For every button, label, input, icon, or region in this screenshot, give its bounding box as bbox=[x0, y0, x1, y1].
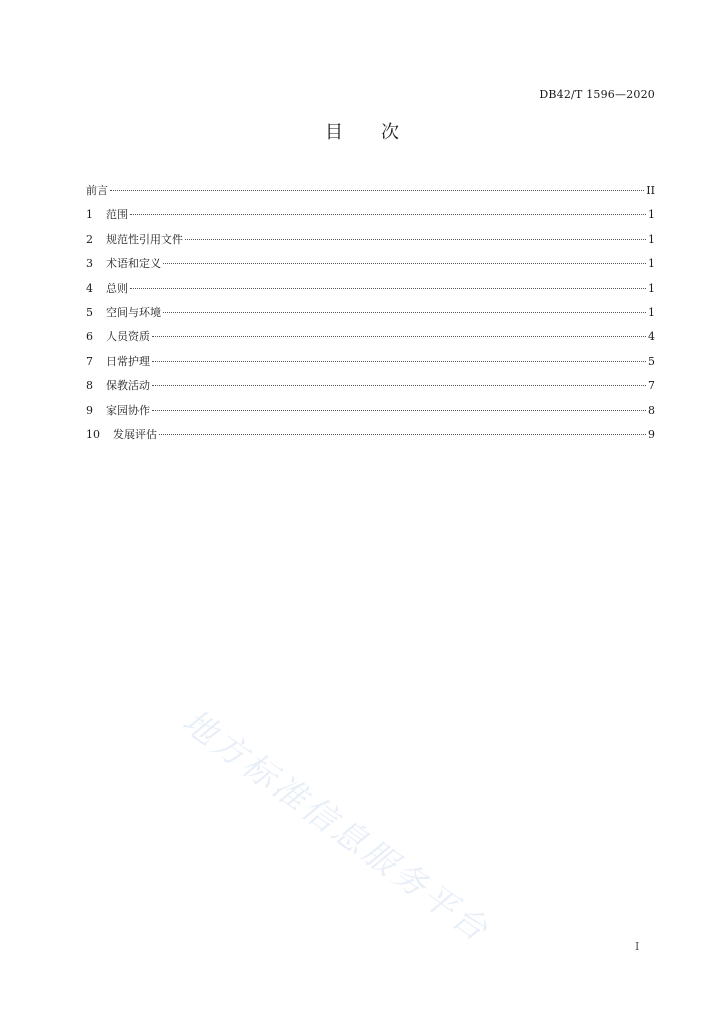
toc-entry-label: 空间与环境 bbox=[106, 305, 161, 319]
toc-entry-8[interactable] bbox=[86, 375, 655, 399]
toc-entry-number: 3 bbox=[86, 257, 93, 271]
toc-leader-dots bbox=[163, 312, 646, 313]
toc-entry-2[interactable] bbox=[86, 229, 655, 253]
document-code: DB42/T 1596—2020 bbox=[539, 88, 655, 101]
toc-entry-label: 人员资质 bbox=[106, 330, 150, 344]
toc-leader-dots bbox=[110, 190, 644, 191]
toc-entry-label: 家园协作 bbox=[106, 403, 150, 417]
toc-title bbox=[0, 118, 724, 144]
toc-entry-3[interactable] bbox=[86, 253, 655, 277]
toc-entry-number: 5 bbox=[86, 305, 93, 319]
toc-entry-6[interactable] bbox=[86, 326, 655, 350]
toc-entry-foreword[interactable] bbox=[86, 180, 655, 204]
toc-leader-dots bbox=[163, 263, 646, 264]
toc-entry-page: 5 bbox=[648, 354, 655, 368]
toc-leader-dots bbox=[152, 410, 646, 411]
toc-leader-dots bbox=[130, 288, 646, 289]
toc-leader-dots bbox=[130, 214, 646, 215]
page-number: I bbox=[635, 940, 640, 953]
toc-entry-page: 1 bbox=[648, 257, 655, 271]
toc-entry-number: 8 bbox=[86, 379, 93, 393]
toc-entry-5[interactable] bbox=[86, 302, 655, 326]
toc-entry-number: 4 bbox=[86, 281, 93, 295]
toc-leader-dots bbox=[152, 361, 646, 362]
toc-entry-10[interactable] bbox=[86, 424, 655, 448]
toc-leader-dots bbox=[152, 385, 646, 386]
toc-entry-page: 4 bbox=[648, 330, 655, 344]
toc-list bbox=[86, 180, 655, 448]
toc-entry-label: 前言 bbox=[86, 184, 108, 197]
toc-leader-dots bbox=[152, 336, 646, 337]
toc-entry-label: 日常护理 bbox=[106, 354, 150, 368]
toc-entry-label: 规范性引用文件 bbox=[106, 232, 183, 246]
toc-entry-page: 7 bbox=[648, 379, 655, 393]
toc-leader-dots bbox=[159, 434, 646, 435]
toc-entry-label: 总则 bbox=[106, 281, 128, 295]
toc-entry-page: 1 bbox=[648, 208, 655, 222]
toc-entry-label: 术语和定义 bbox=[106, 257, 161, 271]
toc-entry-page: 1 bbox=[648, 305, 655, 319]
toc-entry-page: 1 bbox=[648, 232, 655, 246]
toc-entry-number: 2 bbox=[86, 232, 93, 246]
toc-entry-number: 1 bbox=[86, 208, 93, 222]
toc-entry-label: 发展评估 bbox=[113, 427, 157, 441]
toc-entry-number: 9 bbox=[86, 403, 93, 417]
toc-entry-number: 6 bbox=[86, 330, 93, 344]
toc-entry-7[interactable] bbox=[86, 351, 655, 375]
toc-entry-9[interactable] bbox=[86, 400, 655, 424]
toc-entry-label: 范围 bbox=[106, 208, 128, 222]
watermark: 地方标准信息服务平台 bbox=[175, 701, 498, 951]
toc-leader-dots bbox=[185, 239, 646, 240]
toc-entry-label: 保教活动 bbox=[106, 379, 150, 393]
toc-entry-1[interactable] bbox=[86, 204, 655, 228]
toc-entry-page: II bbox=[646, 184, 655, 197]
toc-entry-page: 1 bbox=[648, 281, 655, 295]
toc-entry-page: 8 bbox=[648, 403, 655, 417]
toc-title-right: 次 bbox=[381, 122, 399, 143]
toc-entry-number: 10 bbox=[86, 427, 100, 441]
toc-entry-number: 7 bbox=[86, 354, 93, 368]
toc-entry-4[interactable] bbox=[86, 278, 655, 302]
toc-title-left: 目 bbox=[325, 122, 343, 143]
toc-entry-page: 9 bbox=[648, 427, 655, 441]
